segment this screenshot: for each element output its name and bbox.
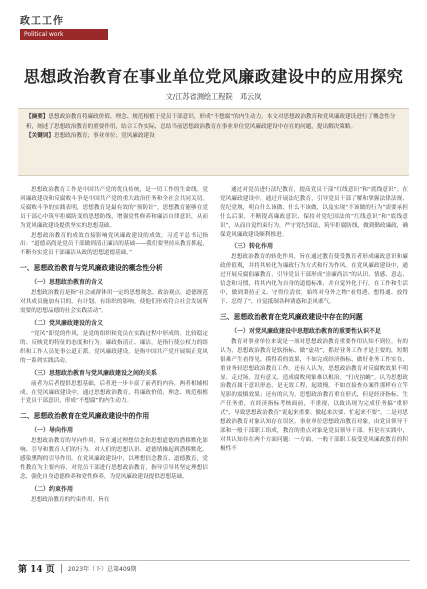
section-heading-1: 一、思想政治教育与党风廉政建设的概念性分析	[20, 264, 163, 273]
paragraph-1-1: 思想政治教育是指“社会或群体用一定的思想观念、政治观点、道德规范对其成员施加有目的、有计划、有组织的影响，使他们形成符合社会发展所需要的思想品德的社会实践活动”。	[20, 290, 208, 315]
footer-divider	[61, 564, 62, 573]
section-heading-3: 三、思想政治教育在党风廉政建设中存在的问题	[220, 312, 363, 321]
page-footer	[18, 560, 410, 575]
paragraph-2-2-cont: 通过对党员进行法纪教育，提高党员干部“红线意识”和“底线意识”。在党风廉政建设中，通过开展法纪教育，引导党员干部了解和掌握法律法规、党纪党规，明白什么该做、什么不该做，以及实现“不该做的行为”需要承担什么后果，不断提高廉政意识，保持对党纪国法的“红线意识”和“底线意识”，从而自觉约束行为，严守党纪国法，筑牢拒腐防线，做到勤政廉政，确保党风廉政建设顺利推进。	[220, 187, 408, 238]
paragraph-3-1: 教育对事业单位来说是一项对思想政治教育重要作用认知不到位。有的认为，思想政治教育是软指标、做“虚功”，抓好业务工作才是主要的，短期很难产生看得见、摸得着的效果，不如完成经济指标、做好业务工作实在，重业务轻思想政治教育工作。还有人认为，思想政治教育对反腐败效果不明显、走过场、没有意义，造成腐败现象难以根治。“打虎拍蝇”，认为思想政治教育属于意识形态，是无效工程，起效慢。不如直接查办案件那样有立竿见影的震慑效果；还有的认为，思想政治教育重在形式，但是经济指标、生产任务重，在经济指标考核面前，不重视，以致出现为完成任务搞“重形式”，导致思想政治教育“说起来重要、做起来次要、忙起来不要”。二是对思想政治教育对象认知存在误区。事业单位思想政治教育对象，由党员领导干部和一般干部职工组成，教育的重点对象是党员领导干部。但是在实践中，对其认知存在两个方面问题：一方面，一般干部职工接受党风廉政教育的积极性不	[220, 338, 408, 452]
section-tag: 政工工作	[20, 16, 64, 27]
paragraph-2-1: 思想政治教育的导向作用，旨在通过理想信念和思想道德的潜移默化影响、引导和教育人们的行为。对人们的思想认识、道德情操起到潜移默化、感染熏陶的引导作用。在党风廉政建设中，以理想信念教育、道德教育，党性教育为主要内容，对党员干部进行思想政治教育，指导引导其坚定理想信念，强化自身道德修养和党性修养，为党风廉政建设提供思想基础。	[20, 438, 208, 480]
paragraph-1-2: “党风”即党的作风，是党的组织和党员在实践过程中形成的、比较稳定的、反映党的特征的态度和行为。廉政指清正、廉洁，是指行使公权力的组织和工作人员处事公道正派。党风廉政建设，是指中国共产党开展端正党风的一系列实践活动。	[20, 330, 208, 364]
paragraph-2-2: 思想政治教育的约束作用，旨在	[31, 496, 110, 503]
subheading-3-1: （一）对党风廉政建设中思想政治教育的重要性认识不足	[231, 327, 382, 335]
keywords	[26, 132, 401, 142]
subheading-1-2: （二）党风廉政建设的含义	[31, 319, 104, 327]
section-tag-en: Political work	[20, 29, 108, 40]
subheading-2-1: （一）导向作用	[31, 427, 74, 435]
page-number: 第 14 页	[18, 564, 55, 575]
section-header	[20, 12, 108, 40]
paragraph-2-3: 思想政治教育的转化作用，旨在通过教育使受教育者形成廉政意识和廉政价值观，并将其转化为廉政行为方式和行为作风。在党风廉政建设中，通过开展反腐倡廉教育，引导党员干部形成“崇廉尚洁”的认识、情感、意志、信念和习惯，将其内化为自身的道德标准，并自觉外化于行。在工作和生活中，做到秉持正义、守得住清贫，始终对身外之物“看得透、想得通、放得下、忍得了”，自觉抵制各种诱惑和歪风邪气。	[220, 254, 408, 305]
article-author: 文/江苏省测绘工程院 邓云岚	[165, 92, 262, 101]
intro-paragraph-1: 思想政治教育工作是中国共产党的优良传统，是一切工作的生命线。党风廉政建设和反腐败斗争是中国共产党的重大政治任务和全社会共同关切。反腐败斗争的实践表明，思想教育是最有效的“预防针”。思想教育能够在党员干部心中筑牢拒腐防变的思想防线，增强党性修养和廉洁自律意识，从而为党风廉政建设提供坚实的思想基础。	[20, 187, 208, 229]
abstract-box	[18, 108, 409, 176]
subheading-2-2: （二）约束作用	[31, 485, 74, 493]
paragraph-1-3: 前者为后者提供思想基础，后者进一步丰富了前者的内容，两者相辅相成。在党风廉政建设中，通过思想政治教育，将廉政价值、理念、规范根植于党员干部意识，形成“不想腐”的内生动力。	[20, 380, 208, 405]
abstract-text: 思想政治教育将廉政价值、理念、规范根植于党员干部意识，形成“不想腐”的内生动力。本文对思想政治教育和党风廉政建设进行了概念性分析，阐述了思想政治教育的重要作用，结合工作实际，总结当前思想政治教育在事业单位党风廉政建设中存在的问题，提出解决策略。	[26, 114, 396, 130]
issue-info: 2023年（下）总第409期	[67, 565, 137, 573]
section-heading-2: 二、思想政治教育在党风廉政建设中的作用	[20, 412, 150, 421]
abstract	[26, 113, 401, 132]
subheading-1-1: （一）思想政治教育的含义	[31, 279, 104, 287]
subheading-2-3: （三）转化作用	[231, 243, 274, 251]
right-column	[220, 186, 408, 455]
subheading-1-3: （三）思想政治教育与党风廉政建设之间的关系	[31, 369, 158, 377]
keywords-text: 思想政治教育；事业单位；党风廉政建设	[53, 133, 155, 140]
left-column	[20, 186, 208, 506]
intro-paragraph-2: 思想政治教育的成效直接影响党风廉政建设的成效。习近平总书记指出：“道德高尚是党员干部做到清正廉洁的基础——我们要坚持从教育抓起，不断夯实党员干部廉洁从政的思想道德基础。”	[20, 232, 208, 257]
abstract-label: 【摘要】	[26, 114, 49, 120]
article-title: 思想政治教育在事业单位党风廉政建设中的应用探究	[23, 67, 404, 86]
keywords-label: 【关键词】	[26, 133, 54, 140]
